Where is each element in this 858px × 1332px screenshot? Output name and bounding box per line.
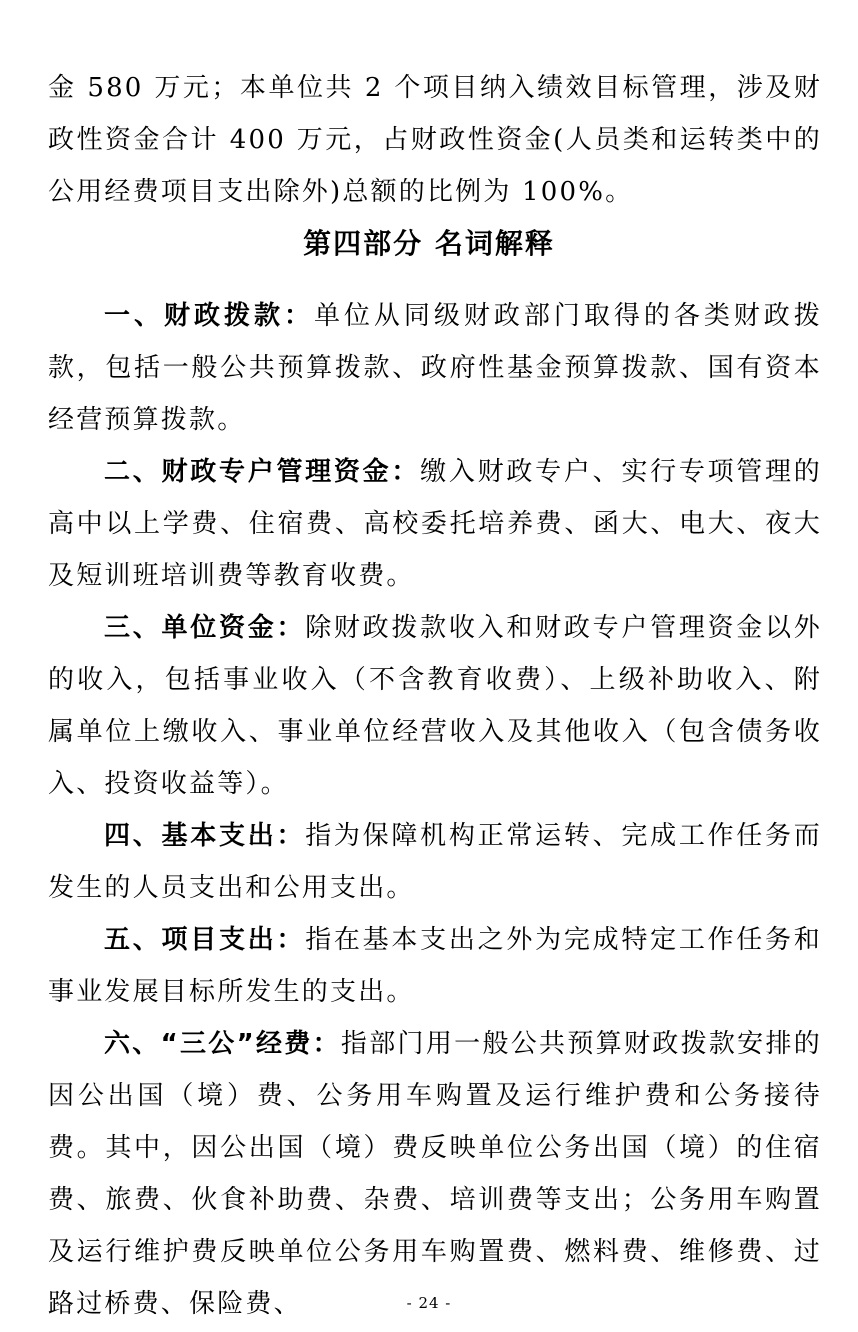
definition-text: 缴入财政专户、实行专项管理的高中以上学费、住宿费、高校委托培养费、函大、电大、夜大及短训班培训费等教育收费。 — [48, 457, 822, 591]
definition-term: 六、“三公”经费： — [104, 1029, 341, 1059]
definition-paragraph — [48, 446, 822, 602]
definition-term: 四、基本支出： — [104, 821, 306, 851]
section-heading: 第四部分 名词解释 — [303, 227, 555, 260]
definition-text: 除财政拨款收入和财政专户管理资金以外的收入，包括事业收入（不含教育收费）、上级补助收入、附属单位上缴收入、事业单位经营收入及其他收入（包含债务收入、投资收益等）。 — [48, 613, 822, 799]
definition-term: 二、财政专户管理资金： — [104, 457, 421, 487]
intro-paragraph: 金 580 万元；本单位共 2 个项目纳入绩效目标管理，涉及财政性资金合计 400 万元，占财政性资金(人员类和运转类中的公用经费项目支出除外)总额的比例为 100%。 — [48, 73, 822, 207]
definition-text: 指为保障机构正常运转、完成工作任务而发生的人员支出和公用支出。 — [48, 821, 822, 903]
definition-text: 单位从同级财政部门取得的各类财政拨款，包括一般公共预算拨款、政府性基金预算拨款、国有资本经营预算拨款。 — [48, 301, 822, 435]
definition-text: 指在基本支出之外为完成特定工作任务和事业发展目标所发生的支出。 — [48, 925, 822, 1007]
page-number: - 24 - — [406, 1294, 452, 1312]
definition-paragraph — [48, 914, 822, 1018]
definition-term: 一、财政拨款： — [104, 301, 314, 331]
definition-paragraph — [48, 1018, 822, 1330]
definition-term: 三、单位资金： — [104, 613, 306, 643]
definition-paragraph — [48, 810, 822, 914]
definition-term: 五、项目支出： — [104, 925, 306, 955]
definition-text: 指部门用一般公共预算财政拨款安排的因公出国（境）费、公务用车购置及运行维护费和公务接待费。其中，因公出国（境）费反映单位公务出国（境）的住宿费、旅费、伙食补助费、杂费、培训费等支出；公务用车购置及运行维护费反映单位公务用车购置费、燃料费、维修费、过路过桥费、保险费、 — [48, 1029, 822, 1319]
definition-paragraph — [48, 602, 822, 810]
definition-paragraph — [48, 290, 822, 446]
